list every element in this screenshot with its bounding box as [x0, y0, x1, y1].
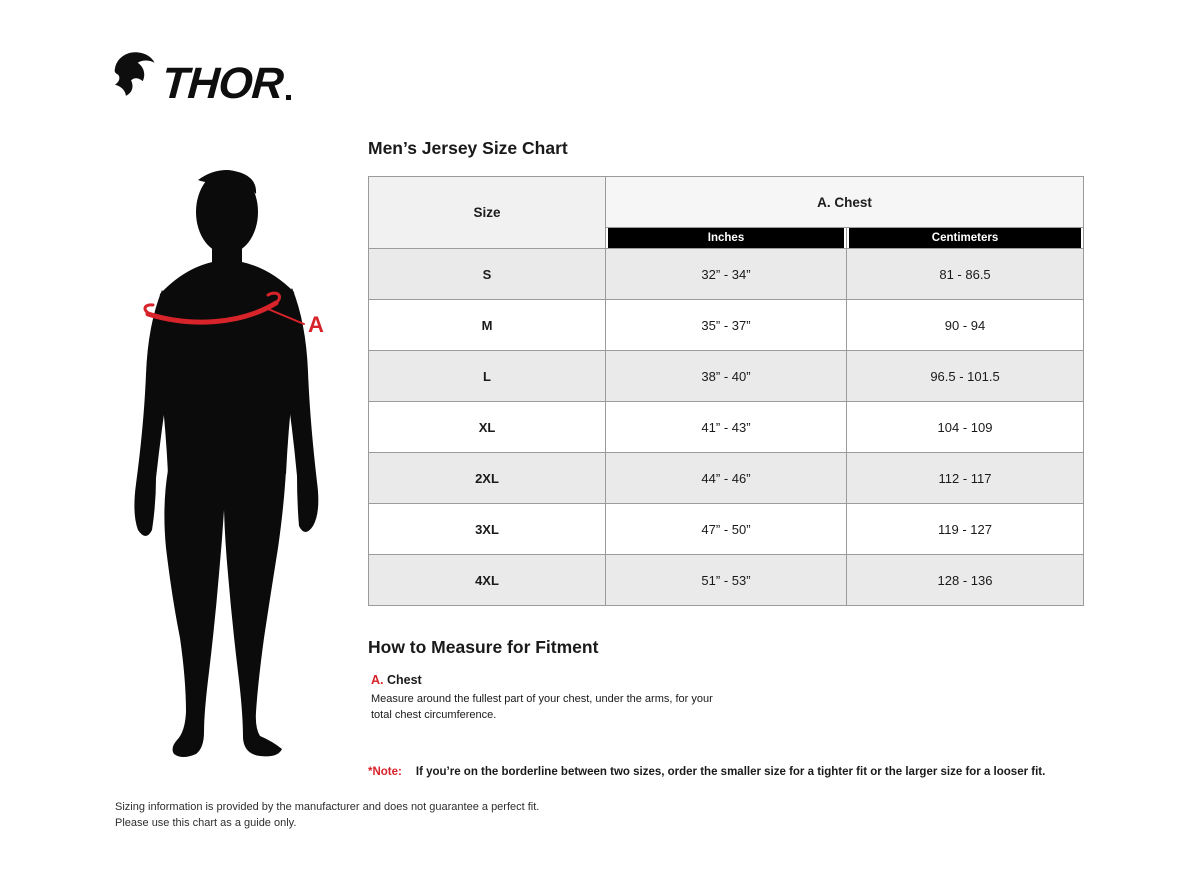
centimeters-unit-header: Centimeters — [847, 228, 1084, 249]
thor-wordmark: THOR — [160, 58, 285, 108]
table-row — [369, 351, 1084, 402]
thor-helmet-icon — [112, 44, 156, 102]
cm-cell: 96.5 - 101.5 — [847, 351, 1084, 402]
size-cell: 3XL — [369, 504, 606, 555]
cm-cell: 119 - 127 — [847, 504, 1084, 555]
measure-description: Measure around the fullest part of your chest, under the arms, for your total chest circumference. — [371, 693, 713, 721]
measure-point-a-label: A — [308, 312, 324, 337]
how-to-measure-heading: How to Measure for Fitment — [368, 637, 599, 657]
sizing-note — [368, 766, 1045, 778]
table-row — [369, 402, 1084, 453]
cm-cell: 90 - 94 — [847, 300, 1084, 351]
inches-cell: 47” - 50” — [606, 504, 847, 555]
cm-cell: 112 - 117 — [847, 453, 1084, 504]
inches-cell: 41” - 43” — [606, 402, 847, 453]
size-column-header: Size — [369, 177, 606, 249]
page-title: Men’s Jersey Size Chart — [368, 138, 568, 158]
table-header — [369, 177, 1084, 249]
table-row — [369, 453, 1084, 504]
logo-trademark-dot — [286, 95, 291, 100]
disclaimer-line-2: Please use this chart as a guide only. — [115, 816, 297, 829]
cm-cell: 128 - 136 — [847, 555, 1084, 606]
note-text: If you’re on the borderline between two sizes, order the smaller size for a tighter fit or the larger size for a looser fit. — [415, 766, 1046, 778]
body-shape — [134, 170, 318, 757]
size-table-body — [369, 249, 1084, 606]
note-prefix: *Note: — [368, 766, 402, 778]
size-cell: 2XL — [369, 453, 606, 504]
table-row — [369, 300, 1084, 351]
size-cell: XL — [369, 402, 606, 453]
size-cell: S — [369, 249, 606, 300]
table-row — [369, 504, 1084, 555]
cm-cell: 104 - 109 — [847, 402, 1084, 453]
inches-cell: 35” - 37” — [606, 300, 847, 351]
inches-unit-header: Inches — [606, 228, 847, 249]
table-row — [369, 555, 1084, 606]
cm-cell: 81 - 86.5 — [847, 249, 1084, 300]
measure-name: Chest — [386, 673, 422, 687]
chest-group-header: A. Chest — [606, 177, 1084, 228]
measure-letter: A. — [371, 673, 384, 687]
measure-a-chest-label — [371, 673, 422, 687]
size-cell: 4XL — [369, 555, 606, 606]
inches-cell: 32” - 34” — [606, 249, 847, 300]
size-cell: M — [369, 300, 606, 351]
inches-cell: 51” - 53” — [606, 555, 847, 606]
male-silhouette-figure — [120, 166, 330, 770]
inches-cell: 44” - 46” — [606, 453, 847, 504]
table-row — [369, 249, 1084, 300]
size-cell: L — [369, 351, 606, 402]
manufacturer-disclaimer — [115, 800, 539, 831]
size-chart-table — [368, 176, 1084, 606]
thor-logo — [112, 44, 291, 108]
inches-cell: 38” - 40” — [606, 351, 847, 402]
disclaimer-line-1: Sizing information is provided by the manufacturer and does not guarantee a perfect fit. — [115, 801, 540, 813]
